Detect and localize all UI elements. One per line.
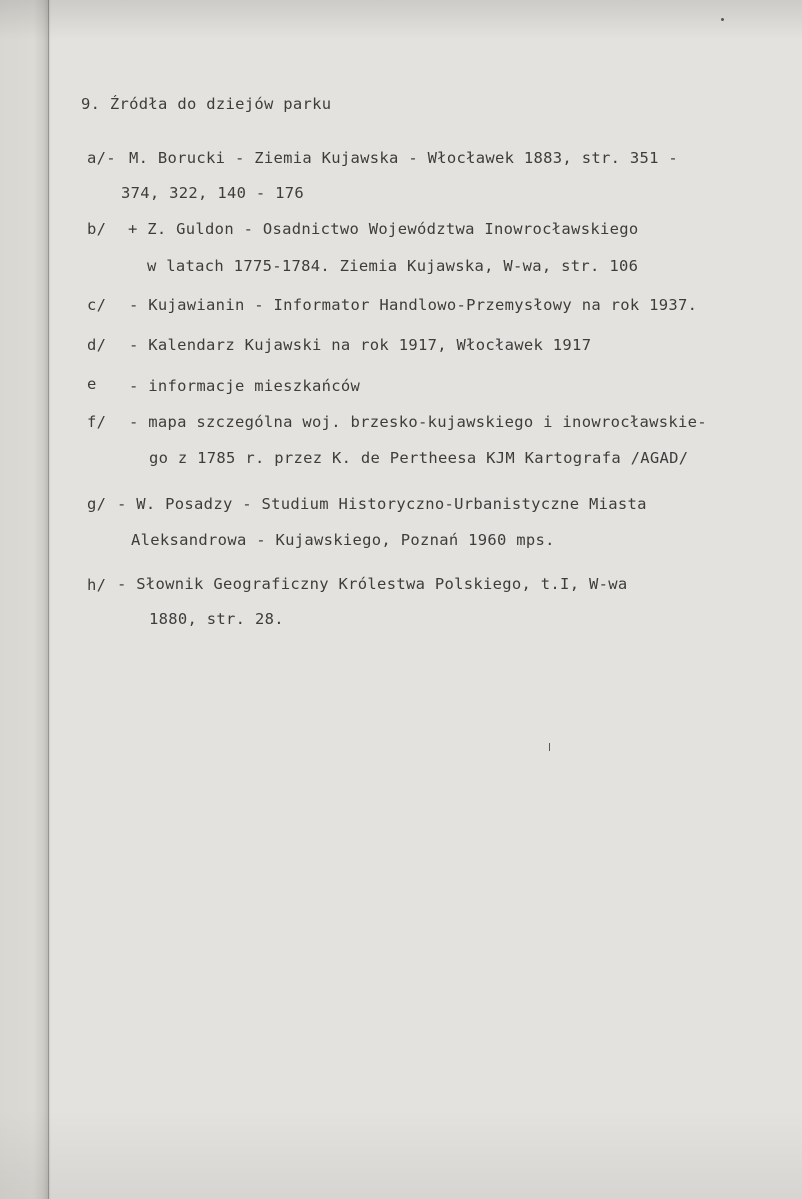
entry-label-h: h/ bbox=[87, 576, 107, 594]
dust-speck bbox=[549, 743, 550, 751]
entry-label-a: a/- bbox=[87, 149, 116, 167]
entry-g-line-1: - W. Posadzy - Studium Historyczno-Urbanistyczne Miasta bbox=[117, 495, 647, 513]
entry-b-line-2: w latach 1775-1784. Ziemia Kujawska, W-wa, str. 106 bbox=[147, 257, 639, 275]
entry-d-line-1: - Kalendarz Kujawski na rok 1917, Włocławek 1917 bbox=[129, 336, 592, 354]
entry-h-line-2: 1880, str. 28. bbox=[149, 610, 284, 628]
entry-a-line-1: M. Borucki - Ziemia Kujawska - Włocławek 1883, str. 351 - bbox=[129, 149, 679, 167]
dust-speck bbox=[721, 18, 724, 21]
entry-label-f: f/ bbox=[87, 413, 107, 431]
entry-e-line-1: - informacje mieszkańców bbox=[129, 377, 361, 395]
entry-label-d: d/ bbox=[87, 336, 107, 354]
entry-b-line-1: + Z. Guldon - Osadnictwo Województwa Inowrocławskiego bbox=[128, 220, 639, 238]
entry-a-line-2: 374, 322, 140 - 176 bbox=[121, 184, 305, 202]
entry-f-line-2: go z 1785 r. przez K. de Pertheesa KJM Kartografa /AGAD/ bbox=[149, 449, 689, 467]
entry-f-line-1: - mapa szczególna woj. brzesko-kujawskiego i inowrocławskie- bbox=[129, 413, 707, 431]
typed-sheet bbox=[49, 0, 802, 1199]
entry-label-b: b/ bbox=[87, 220, 107, 238]
entry-h-line-1: - Słownik Geograficzny Królestwa Polskiego, t.I, W-wa bbox=[117, 575, 628, 593]
entry-g-line-2: Aleksandrowa - Kujawskiego, Poznań 1960 mps. bbox=[131, 531, 555, 549]
binding-edge bbox=[0, 0, 49, 1199]
section-heading: 9. Źródła do dziejów parku bbox=[81, 95, 332, 113]
entry-label-e: e bbox=[87, 375, 97, 393]
entry-label-g: g/ bbox=[87, 495, 107, 513]
entry-label-c: c/ bbox=[87, 296, 107, 314]
entry-c-line-1: - Kujawianin - Informator Handlowo-Przemysłowy na rok 1937. bbox=[129, 296, 698, 314]
